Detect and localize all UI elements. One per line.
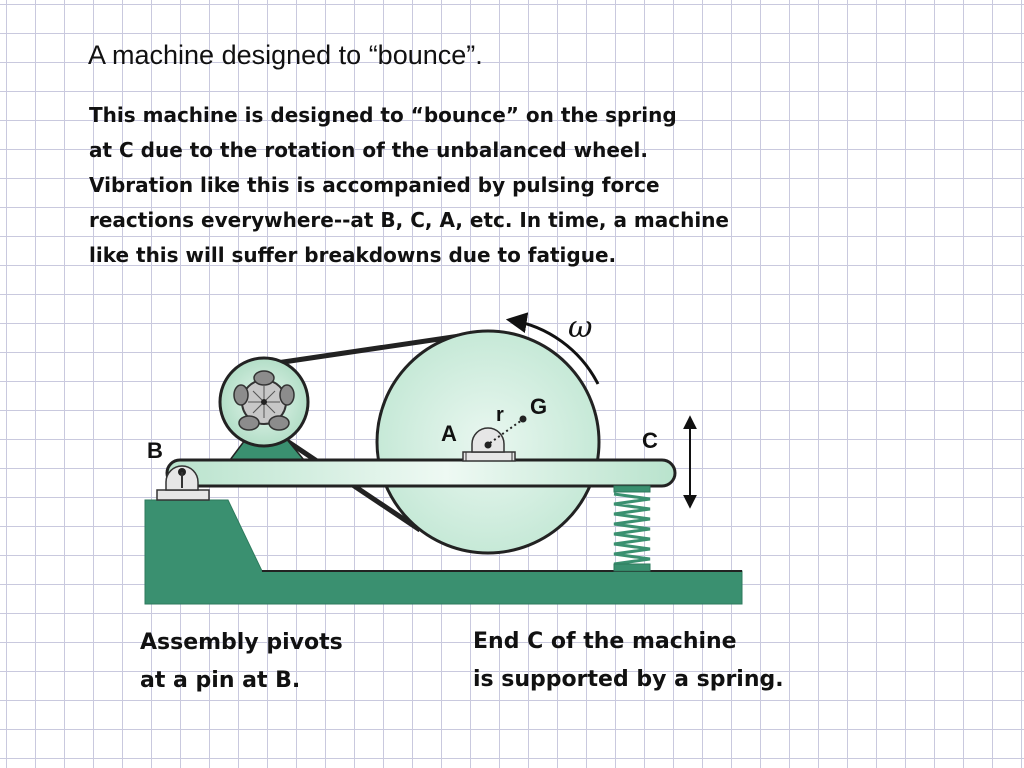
center-of-gravity-dot (520, 416, 527, 423)
description-line: reactions everywhere--at B, C, A, etc. In time, a machine (89, 208, 729, 232)
machine-beam (167, 460, 675, 486)
caption-pivot (140, 624, 343, 700)
label-a: A (441, 421, 457, 446)
caption-line: End C of the machine (473, 629, 737, 654)
caption-line: at a pin at B. (140, 668, 301, 693)
description-line: Vibration like this is accompanied by pulsing force (89, 173, 660, 197)
caption-spring (473, 623, 784, 699)
motor-axle (261, 399, 267, 405)
omega-label: ω (568, 310, 593, 345)
description-line: like this will suffer breakdowns due to fatigue. (89, 243, 617, 267)
slide-title: A machine designed to “bounce”. (88, 40, 483, 70)
label-b: B (147, 438, 163, 463)
caption-line: Assembly pivots (140, 630, 343, 655)
caption-line: is supported by a spring. (473, 667, 784, 692)
spring-c (614, 486, 650, 571)
label-r: r (496, 404, 504, 426)
label-g: G (530, 394, 548, 419)
description-line: This machine is designed to “bounce” on the spring (89, 103, 677, 127)
description-line: at C due to the rotation of the unbalanced wheel. (89, 138, 648, 162)
label-c: C (642, 428, 658, 453)
